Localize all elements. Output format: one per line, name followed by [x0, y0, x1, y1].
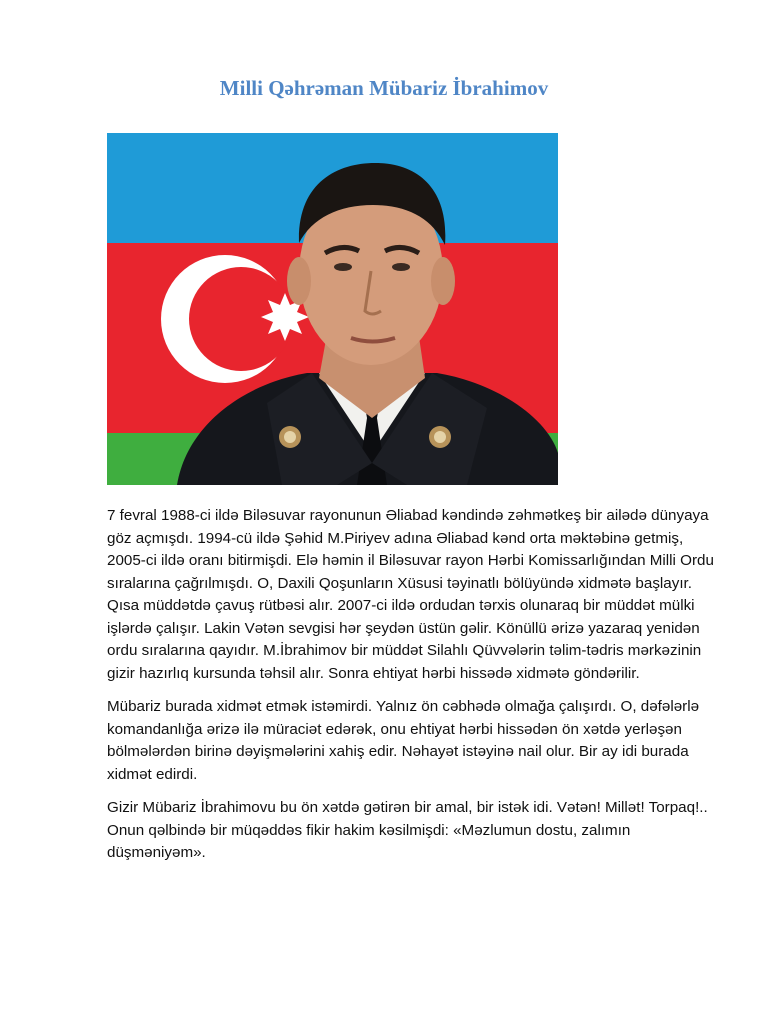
portrait-photo — [107, 133, 558, 485]
paragraph-2: Mübariz burada xidmət etmək istəmirdi. Yalnız ön cəbhədə olmağa çalışırdı. O, dəfələrlə komandanlığa ərizə ilə müraciət edərək, onu ehtiyat hərbi hissədən ön xətdə yerləşən bölmələrdən birinə dəyişmələrini xahiş edir. Nəhayət istəyinə nail olur. Bir ay idi burada xidmət edirdi. — [107, 698, 700, 783]
paragraph-1: 7 fevral 1988-ci ildə Biləsuvar rayonunun Əliabad kəndində zəhmətkeş bir ailədə dünyaya göz açmışdı. 1994-cü ildə Şəhid M.Piriyev adına Əliabad kənd orta məktəbinə getmiş, 2005-ci ildə oranı bitirmişdi. Elə həmin il Biləsuvar rayon Hərbi Komissarlığından Milli Ordu sıralarına çağrılmışdı. O, Daxili Qoşunların Xüsusi təyinatlı bölüyündə xidmətə başlayır. Qısa müddətdə çavuş rütbəsi alır. 2007-ci ildə ordudan tərxis olunaraq bir müddət mülki işlərdə çalışır. Lakin Vətən sevgisi hər şeydən üstün gəlir. Könüllü ərizə yazaraq yenidən ordu sıralarına qayıdır. M.İbrahimov bir müddət Silahlı Qüvvələrin təlim-tədris mərkəzinin gizir hazırlıq kursunda təhsil alır. Sonra ehtiyat hərbi hissədə xidmətə göndərilir. — [107, 507, 714, 682]
biography-text — [107, 505, 719, 876]
page-title: Milli Qəhrəman Mübariz İbrahimov — [219, 76, 549, 100]
paragraph-3: Gizir Mübariz İbrahimovu bu ön xətdə gətirən bir amal, bir istək idi. Vətən! Millət! Torpaq!.. Onun qəlbində bir müqəddəs fikir hakim kəsilmişdi: «Məzlumun dostu, zalımın düşməniyəm». — [107, 799, 708, 861]
portrait-on-azerbaijan-flag-icon — [107, 133, 558, 485]
